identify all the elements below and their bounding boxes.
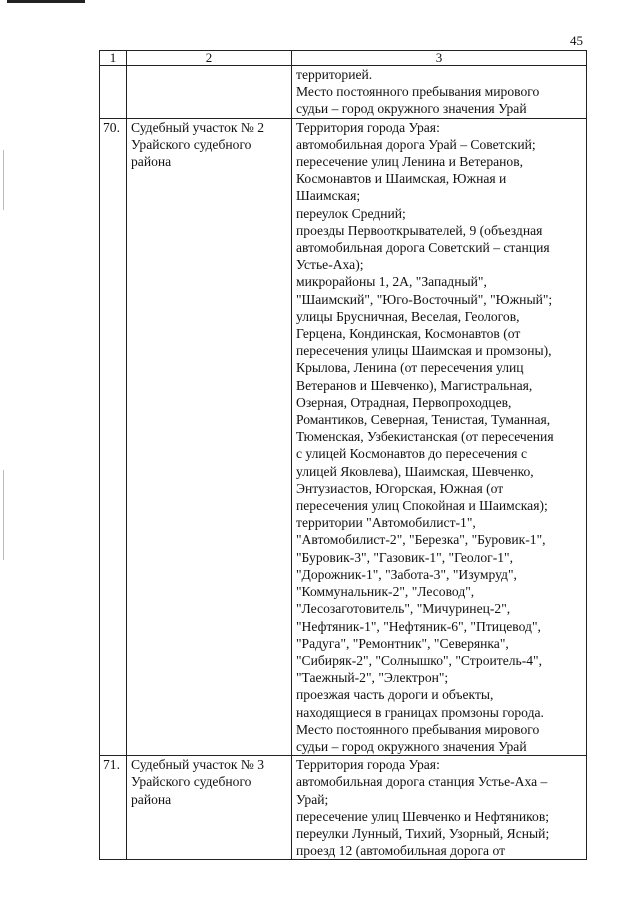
text-line: Тюменская, Узбекистанская (от пересечения — [296, 429, 554, 445]
text-line: Озерная, Отрадная, Первопроходцев, — [296, 394, 512, 410]
text-line: "Сибиряк-2", "Солнышко", "Строитель-4", — [296, 652, 542, 668]
territory-cell — [292, 756, 587, 860]
territory-cell — [292, 66, 587, 119]
text-line: пересечение улиц Ленина и Ветеранов, — [296, 154, 524, 170]
text-line: "Дорожник-1", "Забота-3", "Изумруд", — [296, 566, 517, 582]
text-line: Урайского судебного — [131, 136, 252, 152]
document-table — [99, 50, 587, 860]
text-line: переулок Средний; — [296, 205, 406, 221]
court-cell — [127, 118, 292, 756]
text-line: улицей Яковлева), Шаимская, Шевченко, — [296, 463, 534, 479]
text-line: Энтузиастов, Югорская, Южная (от — [296, 480, 504, 496]
text-line: района — [131, 791, 172, 807]
column-header: 3 — [292, 51, 587, 66]
territory-cell — [292, 118, 587, 756]
text-line: "Буровик-3", "Газовик-1", "Геолог-1", — [296, 549, 513, 565]
text-line: автомобильная дорога Урай – Советский; — [296, 136, 536, 152]
text-line: улицы Брусничная, Веселая, Геологов, — [296, 308, 520, 324]
text-line: Место постоянного пребывания мирового — [296, 84, 540, 100]
text-line: автомобильная дорога станция Устье-Аха – — [296, 774, 548, 790]
text-line: Место постоянного пребывания мирового — [296, 721, 540, 737]
row-number: 70. — [100, 118, 127, 756]
text-line: Романтиков, Северная, Тенистая, Туманная, — [296, 412, 551, 428]
text-line: района — [131, 154, 172, 170]
text-line: Урай; — [296, 791, 329, 807]
text-line: Герцена, Кондинская, Космонавтов (от — [296, 326, 521, 342]
text-line: Космонавтов и Шаимская, Южная и — [296, 171, 507, 187]
table-row — [100, 118, 587, 756]
table-header-row — [100, 51, 587, 66]
text-line: Территория города Урая: — [296, 119, 440, 135]
text-line: проезжая часть дороги и объекты, — [296, 687, 494, 703]
text-line: пересечения улицы Шаимская и промзоны), — [296, 343, 552, 359]
court-cell — [127, 756, 292, 860]
text-line: "Автомобилист-2", "Березка", "Буровик-1", — [296, 532, 546, 548]
text-line: "Нефтяник-1", "Нефтяник-6", "Птицевод", — [296, 618, 541, 634]
text-line: "Лесозаготовитель", "Мичуринец-2", — [296, 601, 511, 617]
text-line: Ветеранов и Шевченко), Магистральная, — [296, 377, 533, 393]
text-line: Территория города Урая: — [296, 757, 440, 773]
column-header: 2 — [127, 51, 292, 66]
text-line: микрорайоны 1, 2А, "Западный", — [296, 274, 487, 290]
column-header: 1 — [100, 51, 127, 66]
row-number: 71. — [100, 756, 127, 860]
text-line: "Шаимский", "Юго-Восточный", "Южный"; — [296, 291, 553, 307]
scan-edge-mark — [3, 150, 4, 210]
text-line: автомобильная дорога Советский – станция — [296, 240, 550, 256]
text-line: территории "Автомобилист-1", — [296, 515, 476, 531]
text-line: проезд 12 (автомобильная дорога от — [296, 843, 506, 859]
text-line: "Коммунальник-2", "Лесовод", — [296, 584, 475, 600]
top-rule — [7, 0, 85, 3]
text-line: пересечения улиц Спокойная и Шаимская); — [296, 498, 548, 514]
text-line: "Таежный-2", "Электрон"; — [296, 670, 449, 686]
text-line: территорией. — [296, 67, 373, 82]
text-line: переулки Лунный, Тихий, Узорный, Ясный; — [296, 825, 550, 841]
page-number: 45 — [570, 33, 583, 48]
court-cell — [127, 66, 292, 119]
text-line: с улицей Космонавтов до пересечения с — [296, 446, 527, 462]
text-line: Судебный участок № 2 — [131, 119, 265, 135]
table-row — [100, 66, 587, 119]
text-line: судьи – город окружного значения Урай — [296, 738, 527, 754]
table-row — [100, 756, 587, 860]
text-line: судьи – город окружного значения Урай — [296, 101, 527, 117]
text-line: пересечение улиц Шевченко и Нефтяников; — [296, 808, 550, 824]
text-line: находящиеся в границах промзоны города. — [296, 704, 544, 720]
text-line: Шаимская; — [296, 188, 361, 204]
scan-edge-mark — [3, 470, 4, 560]
text-line: Судебный участок № 3 — [131, 757, 265, 773]
text-line: Урайского судебного — [131, 774, 252, 790]
text-line: "Радуга", "Ремонтник", "Северянка", — [296, 635, 509, 651]
row-number — [100, 66, 127, 119]
text-line: Устье-Аха); — [296, 257, 364, 273]
text-line: Крылова, Ленина (от пересечения улиц — [296, 360, 524, 376]
text-line: проезды Первооткрывателей, 9 (объездная — [296, 222, 543, 238]
